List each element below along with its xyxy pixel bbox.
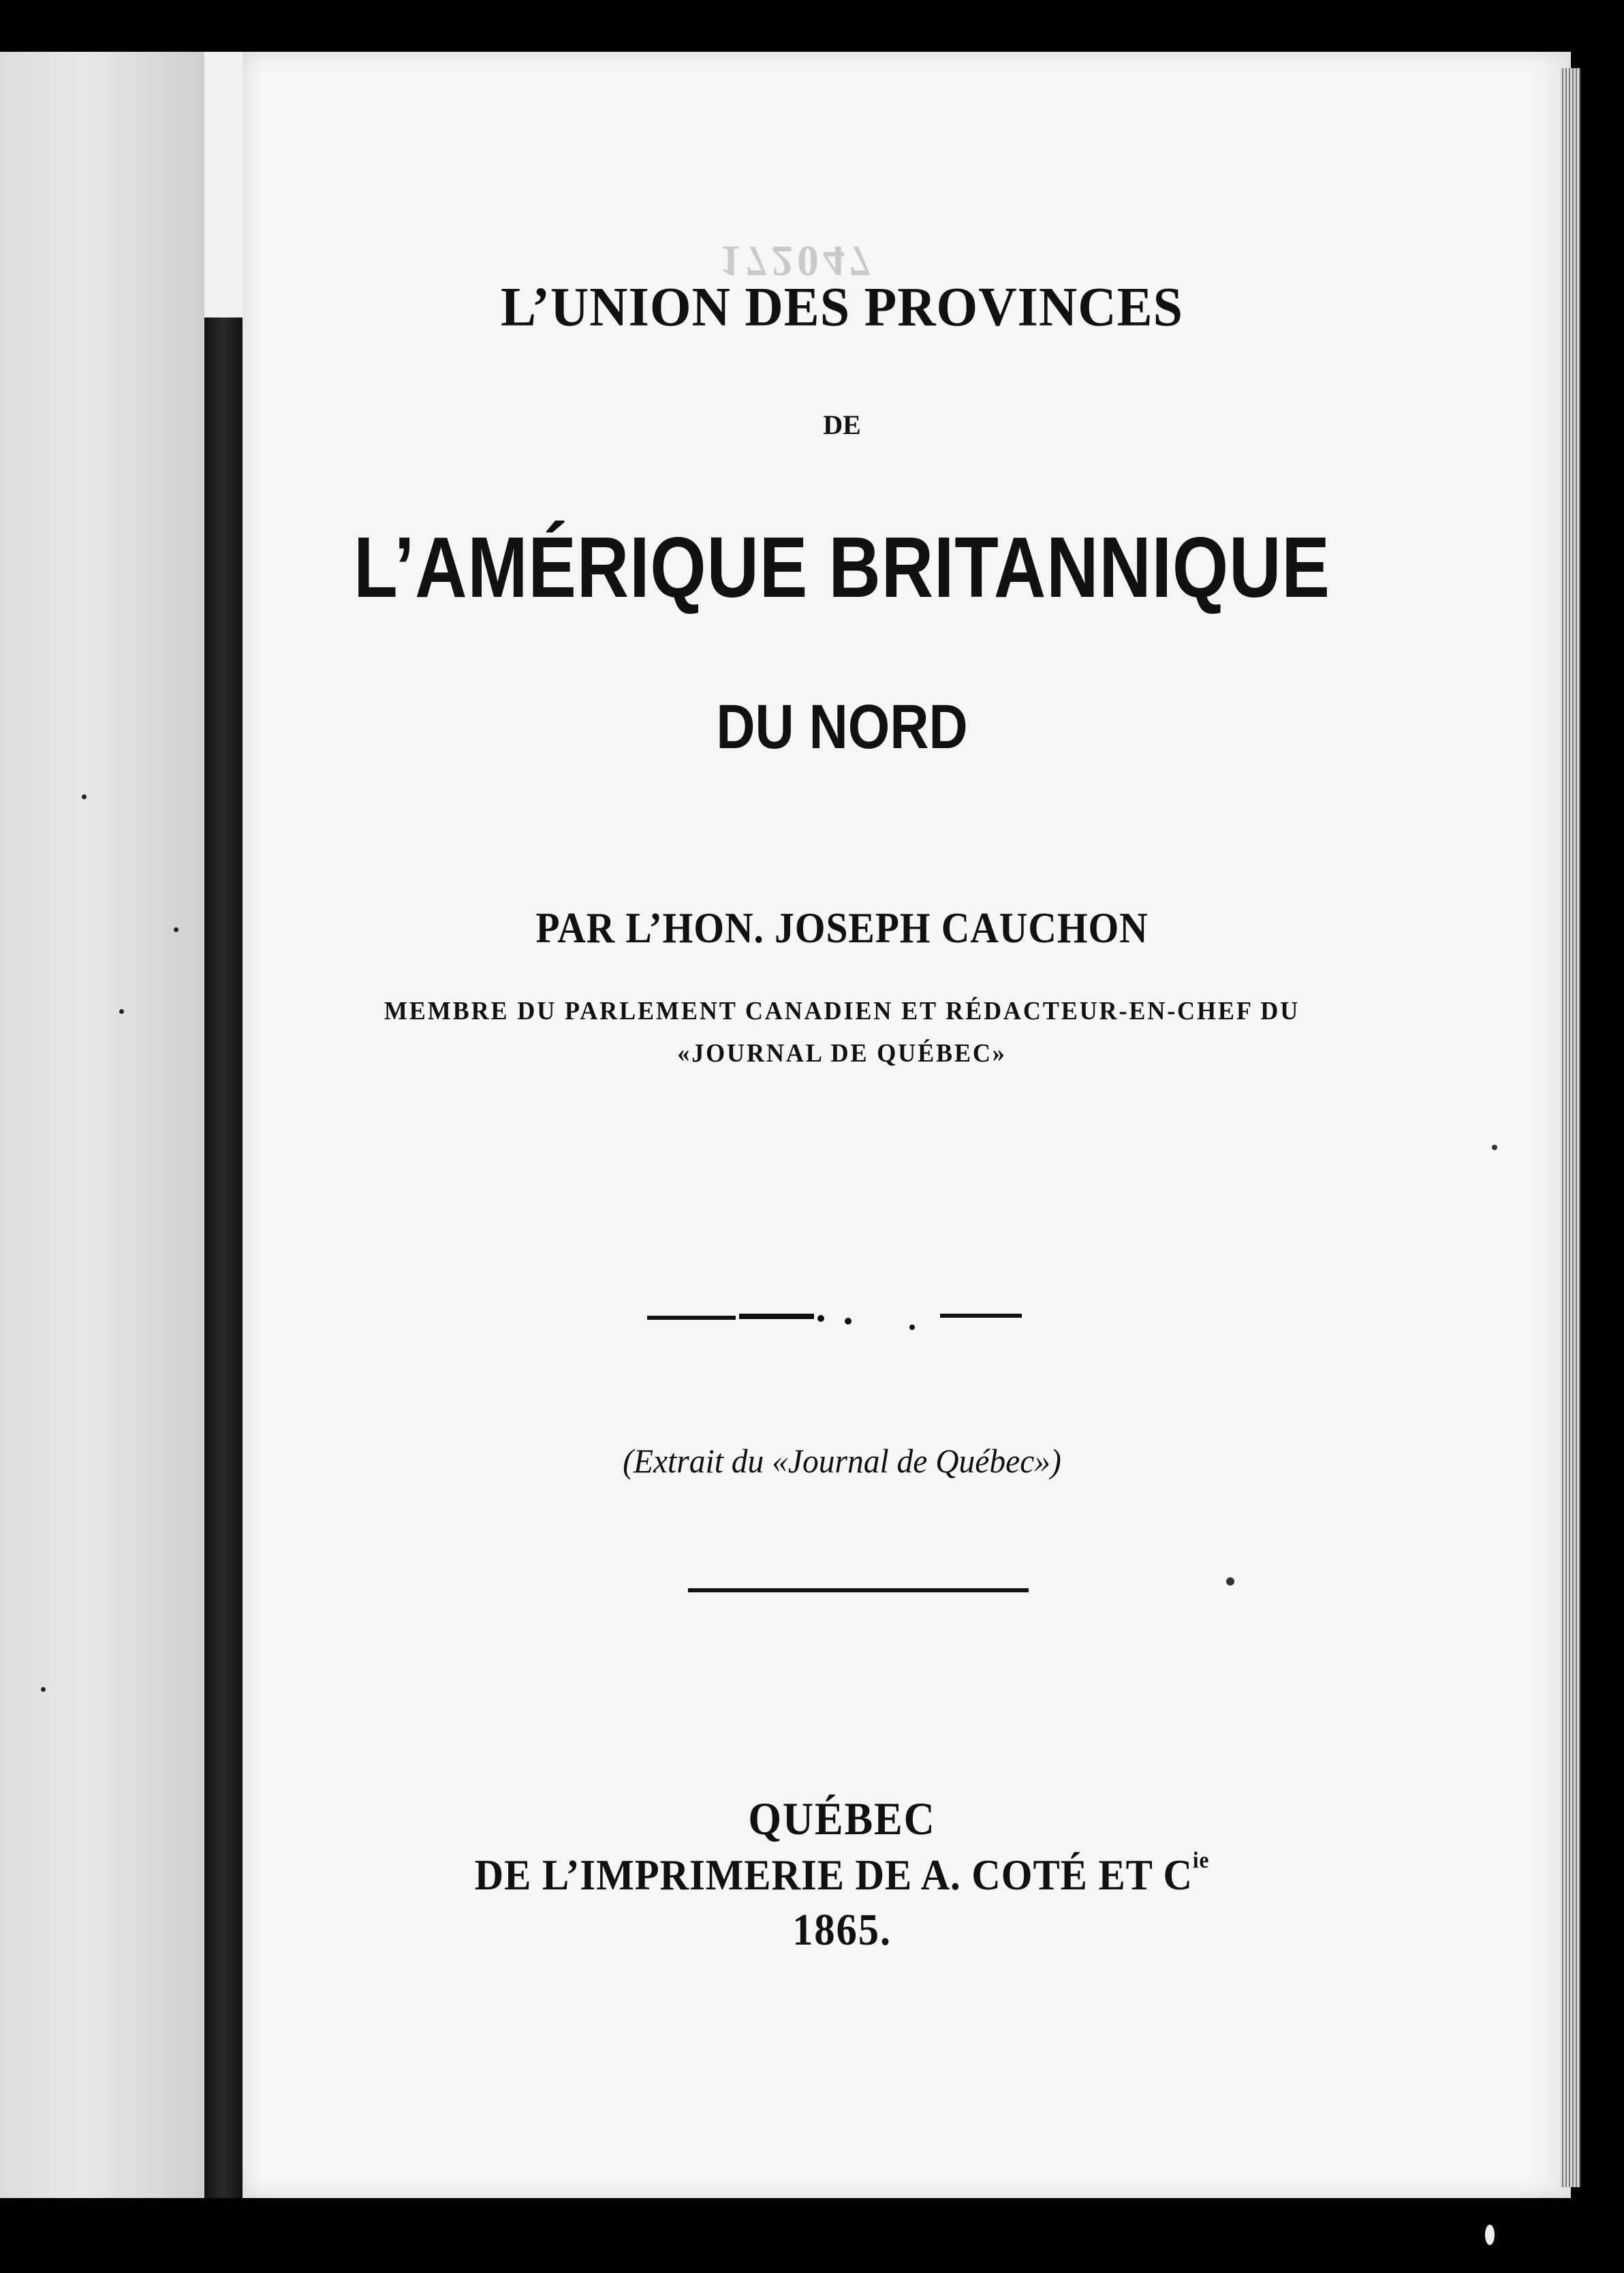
dust-speck <box>1226 1577 1234 1586</box>
ornament-rule-right <box>940 1314 1022 1318</box>
imprint-printer-text: DE L’IMPRIMERIE DE A. COTÉ ET C <box>474 1851 1193 1899</box>
separator-rule <box>688 1588 1029 1592</box>
imprint-year: 1865. <box>792 1905 892 1955</box>
author-byline: PAR L’HON. JOSEPH CAUCHON <box>535 903 1149 952</box>
title-line-4: DU NORD <box>716 692 968 762</box>
title-line-3: L’AMÉRIQUE BRITANNIQUE <box>354 519 1330 615</box>
book-gutter <box>204 52 245 2198</box>
ornament-dot <box>909 1325 915 1330</box>
show-through-stamp: 172047 <box>719 237 875 285</box>
author-role-line-1: MEMBRE DU PARLEMENT CANADIEN ET RÉDACTEUR-EN-CHEF DU <box>384 997 1300 1025</box>
imprint-printer <box>290 1848 1393 1900</box>
ornament-dot <box>817 1315 824 1322</box>
title-line-1: L’UNION DES PROVINCES <box>501 275 1183 338</box>
imprint-city: QUÉBEC <box>748 1793 936 1844</box>
source-note: (Extrait du «Journal de Québec») <box>623 1442 1061 1480</box>
page-edges <box>1560 68 1580 2187</box>
imprint-printer-suffix: ie <box>1192 1848 1210 1873</box>
title-line-2: DE <box>823 409 861 440</box>
dust-speck <box>1492 1145 1497 1150</box>
author-role-line-2: «JOURNAL DE QUÉBEC» <box>677 1039 1007 1068</box>
dust-speck <box>1485 2225 1495 2245</box>
facing-page-edge <box>0 52 204 2198</box>
ornament-rule-mid <box>739 1314 814 1319</box>
ornament-dot <box>845 1318 852 1325</box>
ornament-rule-left <box>647 1316 736 1320</box>
